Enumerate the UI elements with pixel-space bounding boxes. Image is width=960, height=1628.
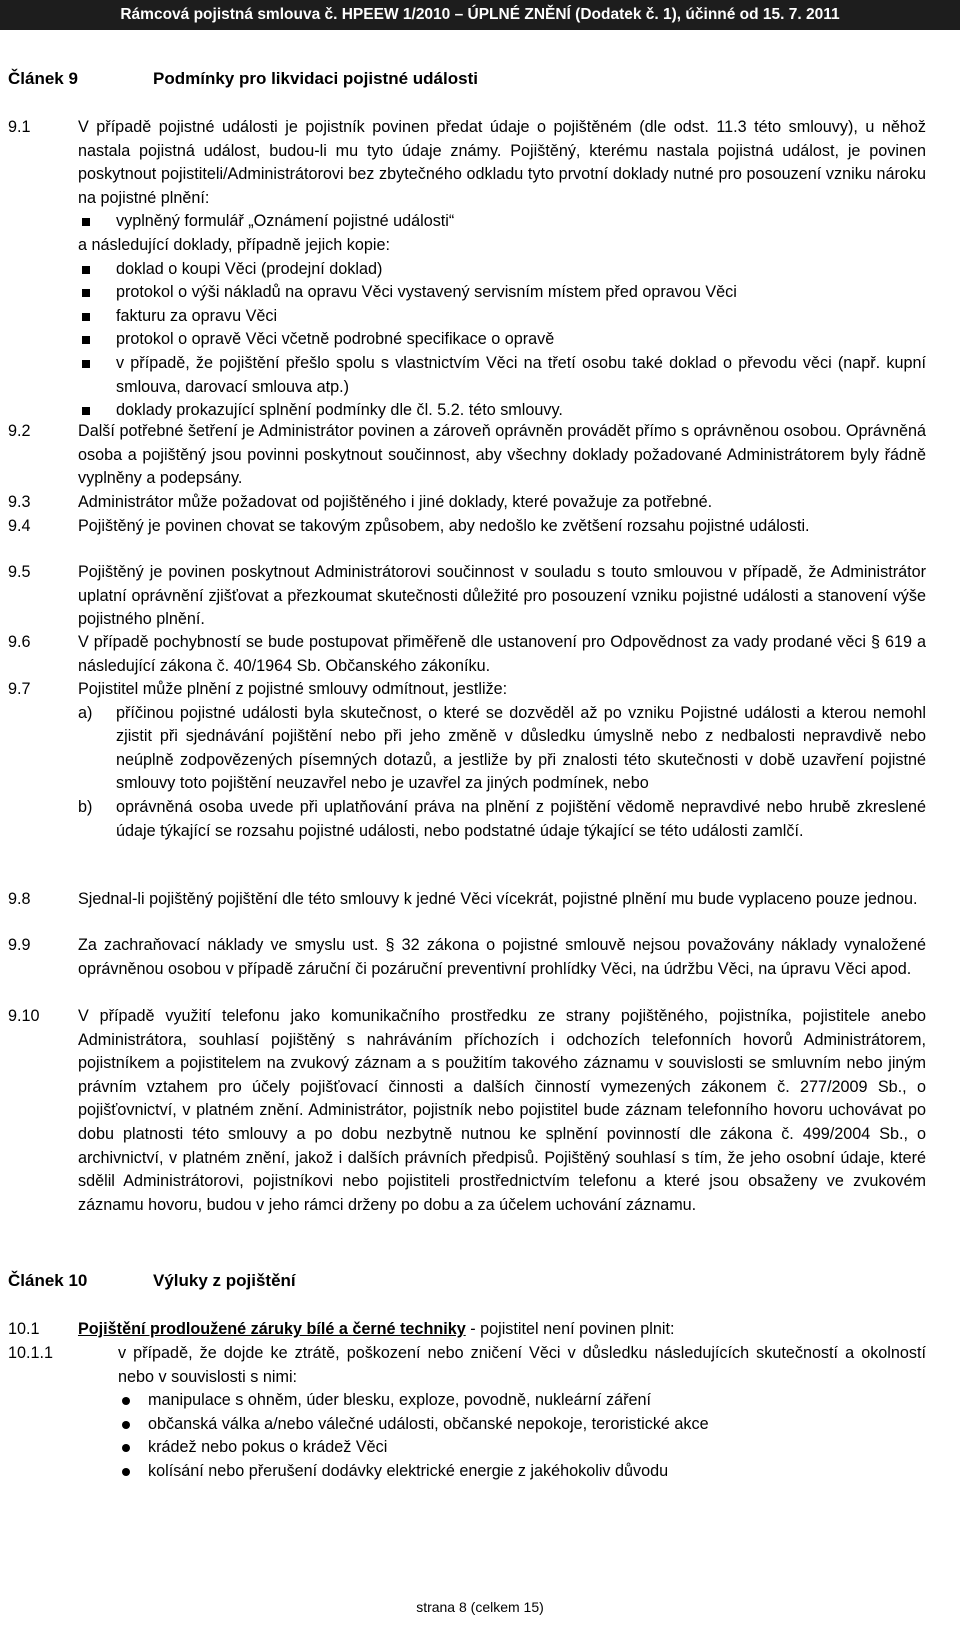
bullet-item: krádež nebo pokus o krádež Věci: [118, 1436, 926, 1460]
bullet-item: vyplněný formulář „Oznámení pojistné události“: [78, 210, 926, 234]
paragraph-number: 9.4: [8, 517, 31, 535]
paragraph-9-2: [8, 420, 926, 491]
list-marker: b): [78, 797, 93, 816]
bullet-item: protokol o výši nákladů na opravu Věci vystavený servisním místem před opravou Věci: [78, 281, 926, 305]
paragraph-9-3: [8, 491, 926, 515]
paragraph-text: Další potřebné šetření je Administrátor povinen a zároveň oprávněn provádět přímo s oprávněnou osobou. Oprávněná osoba a pojištěný jsou povinni poskytnout součinnost, aby všechny doklady požadované Administrátorem byly řádně vyplněny a podepsány.: [78, 422, 926, 488]
article-number: Článek 10: [8, 1271, 88, 1290]
page-header: [0, 0, 960, 30]
paragraph-number: 9.9: [8, 936, 31, 954]
paragraph-number: 9.10: [8, 1007, 40, 1025]
paragraph-number: 9.6: [8, 633, 31, 651]
paragraph-9-1: [8, 116, 926, 423]
article-number: Článek 9: [8, 69, 78, 88]
paragraph-text: V případě pojistné události je pojistník povinen předat údaje o pojištěném (dle odst. 11.3 této smlouvy), u něhož nastala pojistná událost, budou-li mu tyto údaje známy. Pojištěný, kterému nastala pojistná událost, je povinen poskytnout pojistiteli/Administrátorovi bez zbytečného odkladu tyto prvotní doklady nutné pro posouzení vzniku nároku na pojistné plnění:: [78, 118, 926, 207]
list-marker: a): [78, 703, 93, 722]
section-title: Pojištění prodloužené záruky bílé a černé techniky: [78, 1320, 466, 1338]
article-title: Výluky z pojištění: [153, 1271, 296, 1290]
paragraph-9-8: [8, 888, 926, 912]
paragraph-number: 9.3: [8, 493, 31, 511]
paragraph-number: 9.7: [8, 680, 31, 698]
article-title: Podmínky pro likvidaci pojistné události: [153, 69, 478, 88]
page-number: strana 8 (celkem 15): [416, 1599, 544, 1615]
paragraph-text: Sjednal-li pojištěný pojištění dle této smlouvy k jedné Věci vícekrát, pojistné plnění mu bude vyplaceno pouze jednou.: [78, 890, 918, 908]
paragraph-9-7: [8, 678, 926, 843]
paragraph-text: Za zachraňovací náklady ve smyslu ust. § 32 zákona o pojistné smlouvě nejsou považovány náklady vynaložené oprávněnou osobou v případě záruční či pozáruční preventivní prohlídky Věci, na údržbu Věci, na úpravu Věci apod.: [78, 936, 926, 978]
paragraph-number: 10.1.1: [8, 1344, 54, 1362]
list-item-b: [78, 796, 926, 843]
bullet-item: doklady prokazující splnění podmínky dle čl. 5.2. této smlouvy.: [78, 399, 926, 423]
paragraph-text: Administrátor může požadovat od pojištěného i jiné doklady, které považuje za potřebné.: [78, 493, 713, 511]
bullet-item: doklad o koupi Věci (prodejní doklad): [78, 258, 926, 282]
paragraph-9-9: [8, 934, 926, 981]
list-text: příčinou pojistné události byla skutečnost, o které se dozvěděl až po vzniku Pojistné události a kterou nemohl zjistit při sjednávání pojištění nebo při jeho změně v důsledku úmyslně nebo z nedbalosti nepravdivě nebo neúplně zodpovězených písemných dotazů, a jestliže by při znalosti této skutečnosti v době uzavření pojistné smlouvy toto pojištění neuzavřel nebo je uzavřel za jiných podmínek, nebo: [116, 703, 926, 793]
section-text: - pojistitel není povinen plnit:: [465, 1320, 675, 1338]
paragraph-text: V případě pochybností se bude postupovat přiměřeně dle ustanovení pro Odpovědnost za vady prodané věci § 619 a následující zákona č. 40/1964 Sb. Občanského zákoníku.: [78, 633, 926, 675]
bullet-item: fakturu za opravu Věci: [78, 305, 926, 329]
paragraph-number: 9.8: [8, 890, 31, 908]
bullet-item: protokol o opravě Věci včetně podrobné specifikace o opravě: [78, 328, 926, 352]
bullet-item: kolísání nebo přerušení dodávky elektrické energie z jakéhokoliv důvodu: [118, 1460, 926, 1484]
bullet-item: v případě, že pojištění přešlo spolu s vlastnictvím Věci na třetí osobu také doklad o převodu věci (např. kupní smlouva, darovací smlouva atp.): [78, 352, 926, 399]
header-title: Rámcová pojistná smlouva č. HPEEW 1/2010 – ÚPLNÉ ZNĚNÍ (Dodatek č. 1), účinné od 15. 7. 2011: [120, 6, 840, 23]
paragraph-number: 9.5: [8, 563, 31, 581]
paragraph-9-6: [8, 631, 926, 678]
paragraph-number: 10.1: [8, 1320, 40, 1338]
paragraph-text: Pojištěný je povinen chovat se takovým způsobem, aby nedošlo ke zvětšení rozsahu pojistné události.: [78, 517, 810, 535]
list-item-a: [78, 702, 926, 796]
paragraph-9-5: [8, 561, 926, 632]
list-text: oprávněná osoba uvede při uplatňování práva na plnění z pojištění vědomě nepravdivé nebo hrubě zkreslené údaje týkající se rozsahu pojistné události, nebo podstatné údaje týkající se této události zamlčí.: [116, 797, 926, 840]
paragraph-text: Pojistitel může plnění z pojistné smlouvy odmítnout, jestliže:: [78, 680, 508, 698]
paragraph-text: Pojištěný je povinen poskytnout Administrátorovi součinnost v souladu s touto smlouvou v případě, že Administrátor uplatní oprávnění zjišťovat a přezkoumat skutečnosti důležité pro posouzení vzniku pojistné události a stanovení výše pojistného plnění.: [78, 563, 926, 629]
paragraph-10-1: [8, 1318, 926, 1342]
paragraph-text: V případě využití telefonu jako komunikačního prostředku ze strany pojištěného, pojistníka, pojistitele anebo Administrátora, souhlasí pojištěný s nahráváním příchozích i odchozích telefonních hovorů Administrátorem, pojistníkem a pojistitelem na zvukový záznam a s použitím takového záznamu v souvislosti se smluvním nebo jiným právním vztahem pro účely pojišťovací činnosti a dalších činností vymezených zákonem č. 277/2009 Sb., o pojišťovnictví, v platném znění. Administrátor, pojistník nebo pojistitel bude záznam telefonního hovoru uchovávat po dobu platnosti této smlouvy a po dobu nezbytně nutnou ke splnění povinností dle zákona č. 499/2004 Sb., o archivnictví, v platném znění, jakož i dalších právních předpisů. Pojištěný souhlasí s tím, že jeho osobní údaje, které sdělil Administrátorovi, pojistníkovi nebo pojistiteli prostřednictvím telefonu a které jsou obsaženy ve zvukovém záznamu hovoru, budou v jeho rámci drženy po dobu a za účelem uchování záznamu.: [78, 1007, 926, 1214]
paragraph-text: v případě, že dojde ke ztrátě, poškození nebo zničení Věci v důsledku následujících skutečností a okolností nebo v souvislosti s nimi:: [118, 1344, 926, 1386]
bullet-item: občanská válka a/nebo válečné události, občanské nepokoje, teroristické akce: [118, 1413, 926, 1437]
paragraph-9-4: [8, 515, 926, 539]
paragraph-number: 9.2: [8, 422, 31, 440]
paragraph-text: a následující doklady, případně jejich kopie:: [78, 235, 390, 254]
paragraph-number: 9.1: [8, 118, 31, 136]
bullet-item: manipulace s ohněm, úder blesku, exploze, povodně, nukleární záření: [118, 1389, 926, 1413]
paragraph-9-10: [8, 1005, 926, 1217]
paragraph-text: [78, 1318, 926, 1342]
paragraph-10-1-1: [8, 1342, 926, 1484]
